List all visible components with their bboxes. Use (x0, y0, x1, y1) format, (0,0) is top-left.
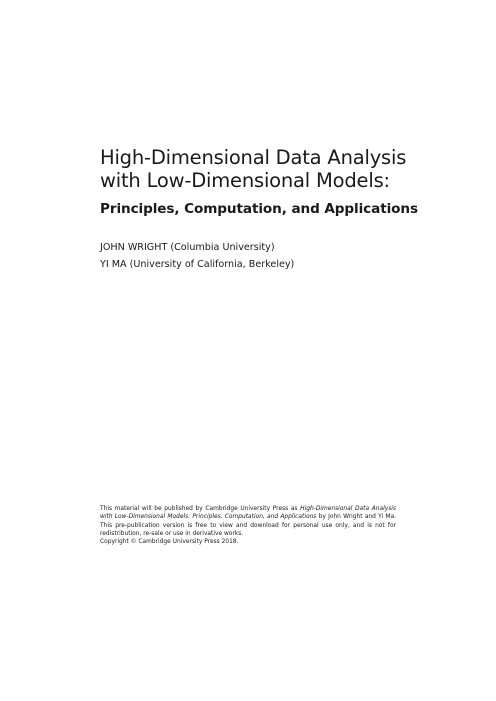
notice-paragraph (100, 505, 396, 538)
author-1: JOHN WRIGHT (Columbia University) (100, 242, 275, 253)
author-list (100, 240, 294, 273)
notice-body: by John Wright and Yi Ma. This pre-publication version is free to view and download for personal use only, and is not for redistribution, re-sale or use in derivative works. (100, 514, 396, 537)
notice-book-title: High-Dimensional Data Analysis with Low-Dimensional Models: Principles, Computation, and Applications (100, 506, 396, 521)
author-2: YI MA (University of California, Berkeley) (100, 258, 295, 270)
book-title-line-2: with Low-Dimensional Models: (100, 169, 390, 192)
notice-lead: This material will be published by Cambridge University Press as (100, 506, 301, 512)
copyright-line: Copyright © Cambridge University Press 2018. (100, 539, 239, 546)
book-title (100, 146, 480, 192)
publication-notice (100, 505, 396, 546)
book-subtitle: Principles, Computation, and Applications (100, 201, 418, 217)
book-title-line-1: High-Dimensional Data Analysis (100, 146, 407, 169)
